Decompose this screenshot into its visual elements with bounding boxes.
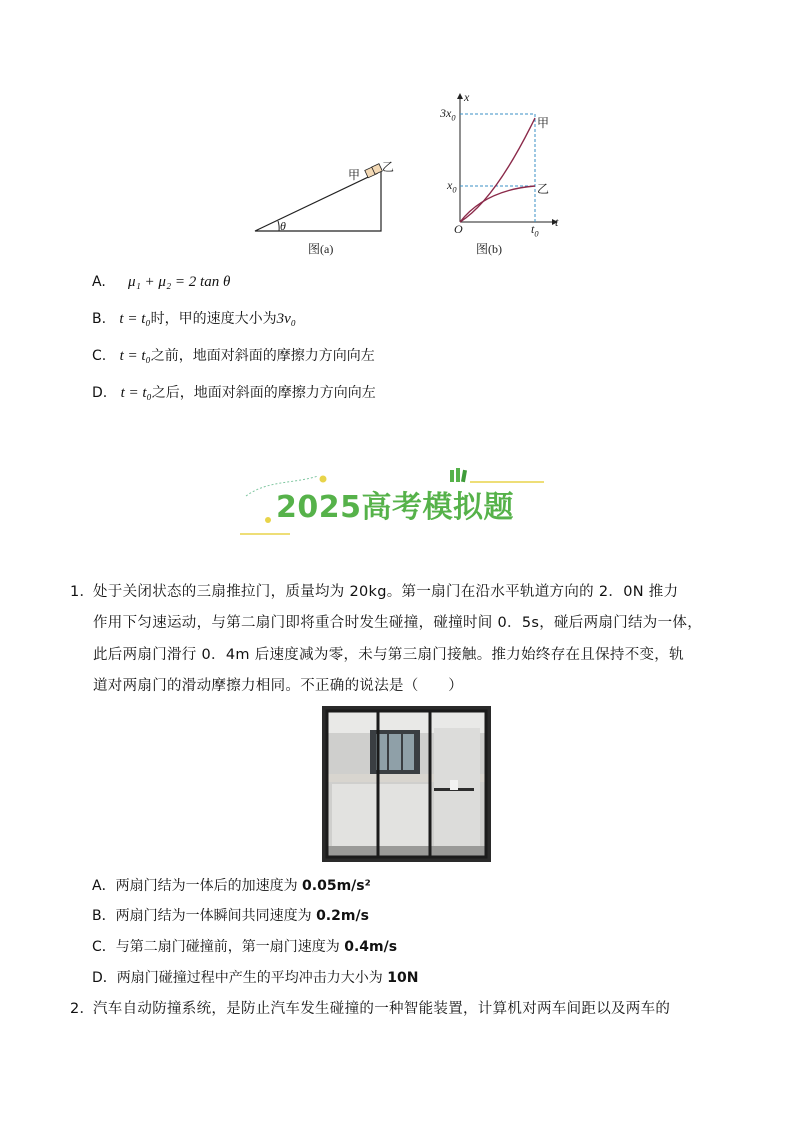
prev-option-a: A. μ₁ + μ₂ = 2 tan θ xyxy=(92,274,231,290)
q2-number: 2． xyxy=(70,1001,95,1017)
figure-a-angle: θ xyxy=(280,219,286,233)
figure-b-y-axis: x xyxy=(464,90,470,104)
q2-line1: 汽车自动防撞系统，是防止汽车发生碰撞的一种智能装置，计算机对两车间距以及两车的 xyxy=(93,1001,671,1017)
prev-option-c: C. t = t₀之前，地面对斜面的摩擦力方向向左 xyxy=(92,348,375,364)
figure-b-curve-yi: 乙 xyxy=(537,182,550,196)
q1-line4: 道对两扇门的滑动摩擦力相同。不正确的说法是（ ） xyxy=(93,678,463,694)
prev-option-b: B. t = t₀时，甲的速度大小为3v₀ xyxy=(92,311,296,327)
figure-b-graph xyxy=(440,90,570,240)
figure-b-tick-x0: $x_0$ xyxy=(447,178,457,195)
section-title: 2025高考模拟题 xyxy=(276,490,514,525)
q1-option-a: A．两扇门结为一体后的加速度为 0.05m/s² xyxy=(92,878,371,894)
q1-number: 1． xyxy=(70,584,95,600)
figure-b-origin: O xyxy=(454,222,463,236)
figure-b-caption: 图(b) xyxy=(476,242,502,256)
q1-option-b: B．两扇门结为一体瞬间共同速度为 0.2m/s xyxy=(92,908,369,924)
sliding-door-photo xyxy=(322,706,491,862)
figure-b-curve-jia: 甲 xyxy=(537,116,550,130)
prev-option-d: D. t = t₀之后，地面对斜面的摩擦力方向向左 xyxy=(92,385,376,401)
q1-line2: 作用下匀速运动，与第二扇门即将重合时发生碰撞，碰撞时间 0．5s，碰后两扇门结为一体， xyxy=(93,615,703,631)
q1-option-c: C．与第二扇门碰撞前，第一扇门速度为 0.4m/s xyxy=(92,939,398,955)
q1-option-d: D．两扇门碰撞过程中产生的平均冲击力大小为 10N xyxy=(92,970,419,986)
figure-a-caption: 图(a) xyxy=(308,242,334,256)
figure-b-tick-3x0: $3x_0$ xyxy=(440,106,456,123)
figure-b-x-axis: t xyxy=(555,215,559,229)
q1-line1: 处于关闭状态的三扇推拉门，质量均为 20kg。第一扇门在沿水平轨道方向的 2．0N 推力 xyxy=(93,584,679,600)
figure-a-label-yi: 乙 xyxy=(382,160,395,174)
figure-a-label-jia: 甲 xyxy=(348,168,361,182)
figure-b-tick-t0: $t_0$ xyxy=(531,222,539,239)
q1-line3: 此后两扇门滑行 0．4m 后速度减为零，未与第三扇门接触。推力始终存在且保持不变，轨 xyxy=(93,647,684,663)
